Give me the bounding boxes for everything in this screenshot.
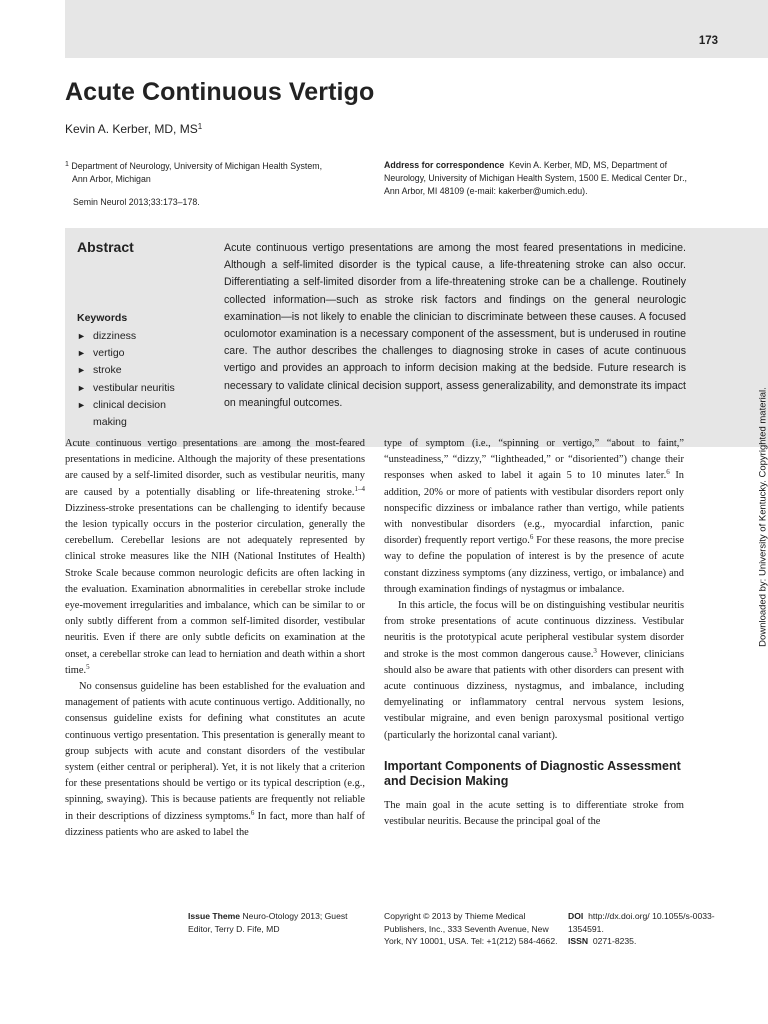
arrow-bullet-icon: ► — [77, 365, 86, 376]
reference-superscript[interactable]: 6 — [666, 468, 670, 477]
paragraph: type of symptom (i.e., “spinning or vertigo,” “about to faint,” “unsteadiness,” “dizzy,” “lightheaded,” or “disoriented”) change their responses when asked to label it again 5 to 10 minutes later.$^6$ In addition, 20% or more of patients with vestibular disorders report only nonspecific dizziness or imbalance rather than vertigo, while patients with nonvestibular disorders (e.g., myocardial infarction, panic disorder) frequently report vertigo.$^6$ For these reasons, the more precise way to define the population of interest is by the presence of acute constant dizziness symptoms (any dizziness, vertigo, or imbalance) and through examination findings of nystagmus or imbalance. — [384, 438, 684, 595]
affiliation — [65, 158, 365, 186]
reference-superscript[interactable]: 5 — [86, 662, 90, 671]
affiliation-sup: 1 — [65, 161, 69, 168]
author-line — [65, 122, 202, 136]
citation: Semin Neurol 2013;33:173–178. — [73, 197, 200, 207]
keyword-text: clinical decision making — [93, 398, 166, 429]
keyword-item — [77, 362, 197, 379]
issn-line — [568, 935, 718, 948]
doi-line — [568, 910, 718, 935]
header-band — [65, 0, 768, 58]
author-name: Kevin A. Kerber, MD, MS — [65, 122, 198, 136]
footer-identifiers — [568, 910, 718, 948]
paragraph: Acute continuous vertigo presentations are among the most-feared presentations in medicine. Although the majority of these presentations are caused by a self-limited disorder, such as vestibular neuritis, many are caused by a potentially disabling or life-threatening stroke.$^{1-4}$ Dizziness-stroke presentations can be challenging to identify because the lesion typically occurs in the posterior circulation, generally the cerebellum. Cerebellar lesions are not adequately represented by clinical stroke measures like the NIH (National Institutes of Health) Stroke Scale because common neurologic deficits are often lacking in the evaluation. Examination abnormalities in cerebellar stroke include eye-movement irregularities and imbalance, which can be similar to or only subtly different from a common self-limited disorder, vestibular neuritis. Even if there are only subtle deficits on examination at the onset, a cerebellar stroke can lead to herniation and death within a short time.$^5$ — [65, 438, 365, 676]
doi-label: DOI — [568, 911, 584, 921]
correspondence-label: Address for correspondence — [384, 160, 505, 170]
abstract-text: Acute continuous vertigo presentations are among the most feared presentations in medicine. Although a self-limited disorder is the typical cause, a life-threatening stroke can also occur. Differentiating a self-limited disorder from a life-threatening stroke can be a challenge. Routinely collected information—such as stroke risk factors and findings on the general neurologic examination—is not likely to enable the clinician to discriminate between these causes. A focused oculomotor examination is a necessary component of the assessment, but is underused in routine care. The author describes the challenges to diagnosing stroke in cases of acute continuous vertigo and provides an approach to inform decision making at the bedside. Future research is necessary to validate clinical decision support, assess generalizability, and demonstrate its impact on meaningful outcomes. — [224, 242, 686, 409]
reference-superscript[interactable]: 6 — [529, 533, 534, 542]
section-heading: Important Components of Diagnostic Assessment and Decision Making — [384, 758, 681, 789]
body-column-right — [384, 436, 684, 830]
footer-copyright: Copyright © 2013 by Thieme Medical Publishers, Inc., 333 Seventh Avenue, New York, NY 10001, USA. Tel: +1(212) 584-4662. — [384, 911, 558, 946]
paragraph: In this article, the focus will be on distinguishing vestibular neuritis from stroke presentations of acute continuous dizziness. Vestibular neuritis is the prototypical acute peripheral vestibular system disorder and stroke is the most common dangerous cause.$^3$ However, clinicians should also be aware that patients with other disorders can present with acute continuous dizziness, nystagmus, and imbalance, including demyelinating or inflammatory central nervous system lesions, vestibular migraine, and even benign paroxysmal positional vertigo (particularly the horizontal canal variant). — [384, 600, 684, 741]
affiliation-text: Department of Neurology, University of Michigan Health System, — [71, 161, 323, 171]
keyword-text: vertigo — [93, 347, 125, 360]
paragraph: No consensus guideline has been established for the evaluation and management of patients with acute continuous vertigo. Additionally, no consensus guideline exists for defining what constitutes an acute continuous vertigo presentation. This presentation is generally meant to group subjects with acute and constant disorders of the vestibular system (either central or peripheral). Yet, it is not likely that a criterion for these presentations should be vertigo or its typical description (e.g., spinning, swaying). This is because patients are frequently not reliable in their descriptions of dizziness symptoms.$^6$ In fact, more than half of dizziness patients who are asked to label the — [65, 681, 366, 838]
keyword-item — [77, 380, 197, 397]
author-affiliation-ref: 1 — [197, 122, 203, 131]
keyword-text: dizziness — [93, 330, 137, 342]
download-sidebar — [753, 372, 768, 662]
paragraph: The main goal in the acute setting is to differentiate stroke from vestibular neuritis. Because the principal goal of the — [384, 799, 684, 828]
arrow-bullet-icon: ► — [77, 382, 86, 393]
keyword-text: stroke — [93, 364, 122, 377]
issn-value: 0271-8235. — [592, 936, 637, 946]
body-column-left — [65, 436, 365, 841]
page-number: 173 — [698, 35, 718, 47]
download-notice: Downloaded by: University of Kentucky. Copyrighted material. — [757, 387, 768, 647]
keywords-heading: Keywords — [77, 312, 128, 324]
reference-superscript[interactable]: 1–4 — [354, 484, 365, 493]
arrow-bullet-icon: ► — [77, 348, 86, 359]
keyword-item — [77, 328, 197, 345]
issue-text: Neuro-Otology 2013; Guest Editor, Terry D. Fife, MD — [188, 911, 348, 934]
keywords-list — [77, 328, 197, 431]
reference-superscript[interactable]: 3 — [593, 646, 597, 655]
issn-label: ISSN — [568, 936, 589, 946]
affiliation-line1 — [65, 161, 322, 171]
affiliation-line2: Ann Arbor, Michigan — [72, 174, 151, 184]
article-title: Acute Continuous Vertigo — [65, 78, 375, 106]
correspondence — [384, 159, 694, 198]
footer-issue — [188, 910, 368, 935]
arrow-bullet-icon: ► — [77, 331, 86, 341]
keyword-item — [77, 345, 197, 362]
arrow-bullet-icon: ► — [77, 399, 86, 410]
issue-label: Issue Theme — [188, 911, 241, 921]
keyword-item — [77, 397, 197, 431]
keyword-text: vestibular neuritis — [93, 381, 175, 394]
abstract-heading: Abstract — [77, 239, 134, 255]
correspondence-text: Kevin A. Kerber, MD, MS, Department of Neurology, University of Michigan Health System, 1500 E. Medical Center Dr., Ann Arbor, MI 48109 (e-mail: kakerber@umich.edu). — [384, 160, 687, 196]
doi-link[interactable]: http://dx.doi.org/ 10.1055/s-0033-1354591. — [568, 911, 715, 934]
reference-superscript[interactable]: 6 — [250, 808, 255, 817]
